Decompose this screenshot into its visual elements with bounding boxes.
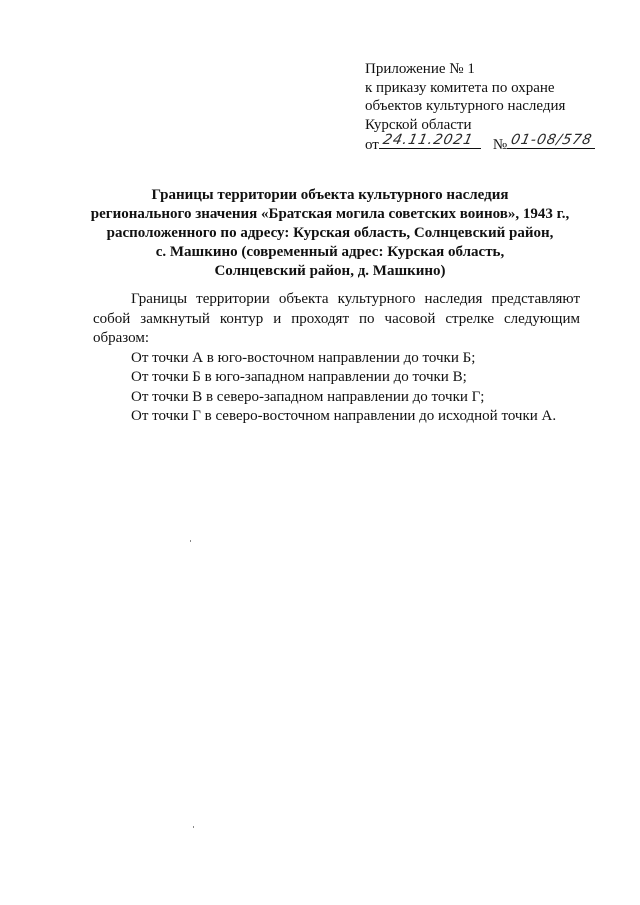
scan-speck [190, 540, 191, 542]
annex-block [365, 60, 605, 155]
boundary-point-line: От точки Г в северо-восточном направлении до исходной точки А. [131, 408, 557, 424]
title-line: Солнцевский район, д. Машкино) [214, 263, 446, 279]
title-line: регионального значения «Братская могила советских воинов», 1943 г., [90, 206, 570, 222]
number-prefix: № [492, 137, 508, 153]
boundary-point-line: От точки Б в юго-западном направлении до точки В; [131, 369, 467, 385]
scan-speck [193, 826, 194, 828]
document-body [93, 290, 580, 427]
document-title [60, 186, 600, 281]
boundary-point-line: От точки В в северо-западном направлении до точки Г; [131, 388, 485, 405]
handwritten-date: 24.11.2021 [381, 132, 475, 148]
date-prefix: от [365, 137, 379, 153]
title-line: расположенного по адресу: Курская область, Солнцевский район, [106, 225, 554, 241]
annex-title: Приложение № 1 [365, 61, 475, 77]
handwritten-number: 01-08/578 [509, 132, 595, 148]
title-line: с. Машкино (современный адрес: Курская область, [155, 244, 505, 260]
annex-committee: объектов культурного наследия [365, 98, 566, 114]
order-date-number-line [365, 134, 605, 155]
boundary-point-line: От точки А в юго-восточном направлении до точки Б; [131, 349, 476, 366]
intro-paragraph: Границы территории объекта культурного наследия представляют собой замкнутый контур и проходят по часовой стрелке следующим образом: [93, 291, 580, 346]
annex-order-ref: к приказу комитета по охране [365, 79, 555, 96]
number-blank [507, 134, 595, 149]
annex-region: Курской области [365, 116, 472, 133]
date-blank [379, 134, 481, 149]
title-line: Границы территории объекта культурного наследия [151, 187, 509, 203]
